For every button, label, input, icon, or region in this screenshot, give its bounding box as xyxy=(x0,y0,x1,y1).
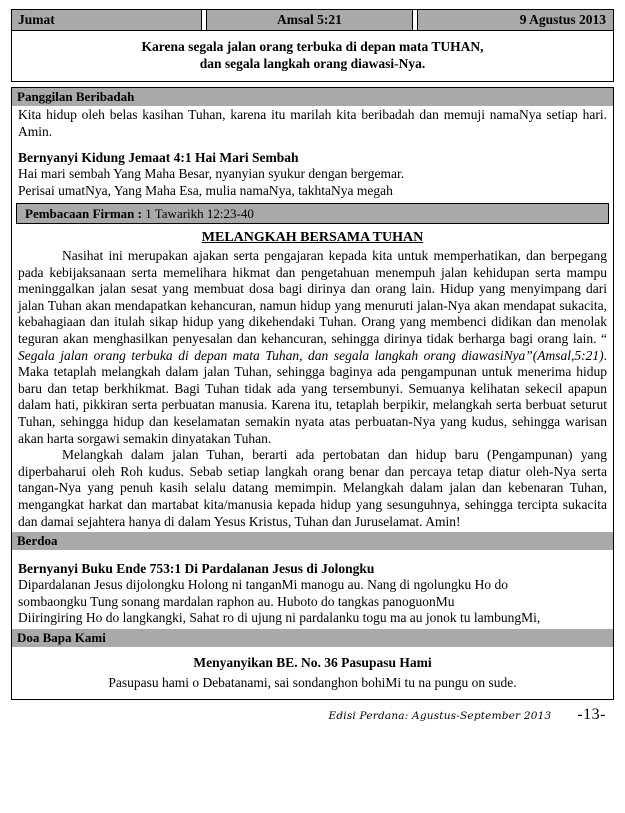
spacer xyxy=(18,551,607,560)
section-bar-berdoa: Berdoa xyxy=(12,532,613,550)
response-hymn-section xyxy=(12,550,613,629)
sermon-p1-quote: Segala jalan orang terbuka di depan mata Tuhan, dan segala langkah orang diawasiNya”(Amsal,5:21) xyxy=(18,347,604,363)
verse-line-2: dan segala langkah orang diawasi-Nya. xyxy=(199,56,426,71)
sermon-p1-part-a: Nasihat ini merupakan ajakan serta pengajaran kepada kita untuk memperhatikan, dan berpegang pada kebijaksanaan serta memelihara hikmat dan pengetahuan menempuh jalan kehidupan serta mampu meninggalkan jalan sesat yang membuat dosa bagi dirinya dan orang lain. Hidup yang menyimpang dari jalan Tuhan akan mendapatkan kehancuran, namun hidup yang menuruti jalan-Nya akan mendapat sukacita, kebahagiaan dan itulah sikap hidup yang dikehendaki Tuhan. Orang yang membenci didikan dan menolak teguran akan menghasilkan penyesalan dan kehancuran, sehingga dirinya tidak berharga bagi orang lain. “ xyxy=(18,248,607,346)
scripture-reading-wrap xyxy=(12,201,613,225)
body-frame xyxy=(11,87,614,700)
verse-box xyxy=(11,31,614,82)
sermon-paragraph-2: Melangkah dalam jalan Tuhan, berarti ada pertobatan dan hidup baru (Pengampunan) yang diperbaharui oleh Roh kudus. Sebab setiap langkah orang benar dan percaya tetap diatur oleh-Nya serta tangan-Nya yang penuh kasih selalu datang memimpin. Melangkah dalam jalan dan kebenaran Tuhan, mengangkat harkat dan martabat kita/manusia kepada hidup yang sesunguhnya, sehingga tercipta sukacita dan damai sejahtera hanya di dalam Yesus Kristus, Tuhan dan Juruselamat. Amin! xyxy=(18,447,607,529)
page-header xyxy=(11,9,614,31)
spacer xyxy=(18,140,607,149)
scripture-reading-reference: 1 Tawarikh 12:23-40 xyxy=(141,206,254,221)
call-to-worship-text: Kita hidup oleh belas kasihan Tuhan, karena itu marilah kita beribadah dan memuji namaNya setiap hari. Amin. xyxy=(18,107,607,139)
header-passage: Amsal 5:21 xyxy=(207,10,411,30)
footer-page-number: -13- xyxy=(577,705,606,723)
closing-hymn-title: Menyanyikan BE. No. 36 Pasupasu Hami xyxy=(193,654,432,670)
response-hymn-title: Bernyanyi Buku Ende 753:1 Di Pardalanan Jesus di Jolongku xyxy=(18,561,375,577)
closing-hymn-line: Pasupasu hami o Debatanami, sai sondanghon bohiMi tu na pungu on sude. xyxy=(108,674,517,690)
footer-edition: Edisi Perdana: Agustus-September 2013 xyxy=(328,709,552,722)
response-hymn-line-2: sombaongku Tung sonang mardalan raphon au. Huboto do tangkas panoguonMu xyxy=(18,593,455,609)
sermon-title: MELANGKAH BERSAMA TUHAN xyxy=(201,230,424,245)
sermon-section xyxy=(12,225,613,532)
opening-hymn-line-1: Hai mari sembah Yang Maha Besar, nyanyian syukur dengan bergemar. xyxy=(18,166,405,181)
opening-hymn-line-2: Perisai umatNya, Yang Maha Esa, mulia namaNya, takhtaNya megah xyxy=(18,182,393,198)
page-footer xyxy=(11,700,614,724)
opening-hymn-title: Bernyanyi Kidung Jemaat 4:1 Hai Mari Sembah xyxy=(18,150,299,165)
closing-hymn-section xyxy=(12,647,613,699)
header-day: Jumat xyxy=(12,10,201,30)
verse-line-1: Karena segala jalan orang terbuka di depan mata TUHAN, xyxy=(141,39,484,54)
section-bar-pembacaan-firman xyxy=(16,203,609,224)
section-bar-panggilan-beribadah: Panggilan Beribadah xyxy=(12,88,613,106)
response-hymn-line-1: Dipardalanan Jesus dijolongku Holong ni tanganMi manogu au. Nang di ngolungku Ho do xyxy=(18,577,509,593)
response-hymn-line-3: Diiringiring Ho do langkangki, Sahat ro di ujung ni pardalanku togu ma au jonok tu lambungMi, xyxy=(18,610,541,626)
scripture-reading-label: Pembacaan Firman : xyxy=(25,206,142,221)
header-date: 9 Agustus 2013 xyxy=(418,10,613,30)
section-bar-doa-bapa-kami: Doa Bapa Kami xyxy=(12,629,613,647)
sermon-p1-part-b: . Maka tetaplah melangkah dalam jalan Tuhan, sehingga baginya ada pengampunan untuk menerima hidup baru dan tetap berkhikmat. Bagi Tuhan tidak ada yang tersembunyi. Semuanya kelihatan sekecil apapun dalam hati, pikkiran serta perbuatan manusia. Karena itu, tetaplah berpikir, melangkah serta berbuat seturut Tuhan, sehingga hidup dan keselamatan semakin nyata atas perbuatan-Nya yang kudus, sehingga warisan akan harta sorgawi semakin dinyatakan Tuhan. xyxy=(18,347,607,446)
sermon-paragraph-1 xyxy=(18,248,607,447)
call-to-worship-section xyxy=(12,106,613,201)
